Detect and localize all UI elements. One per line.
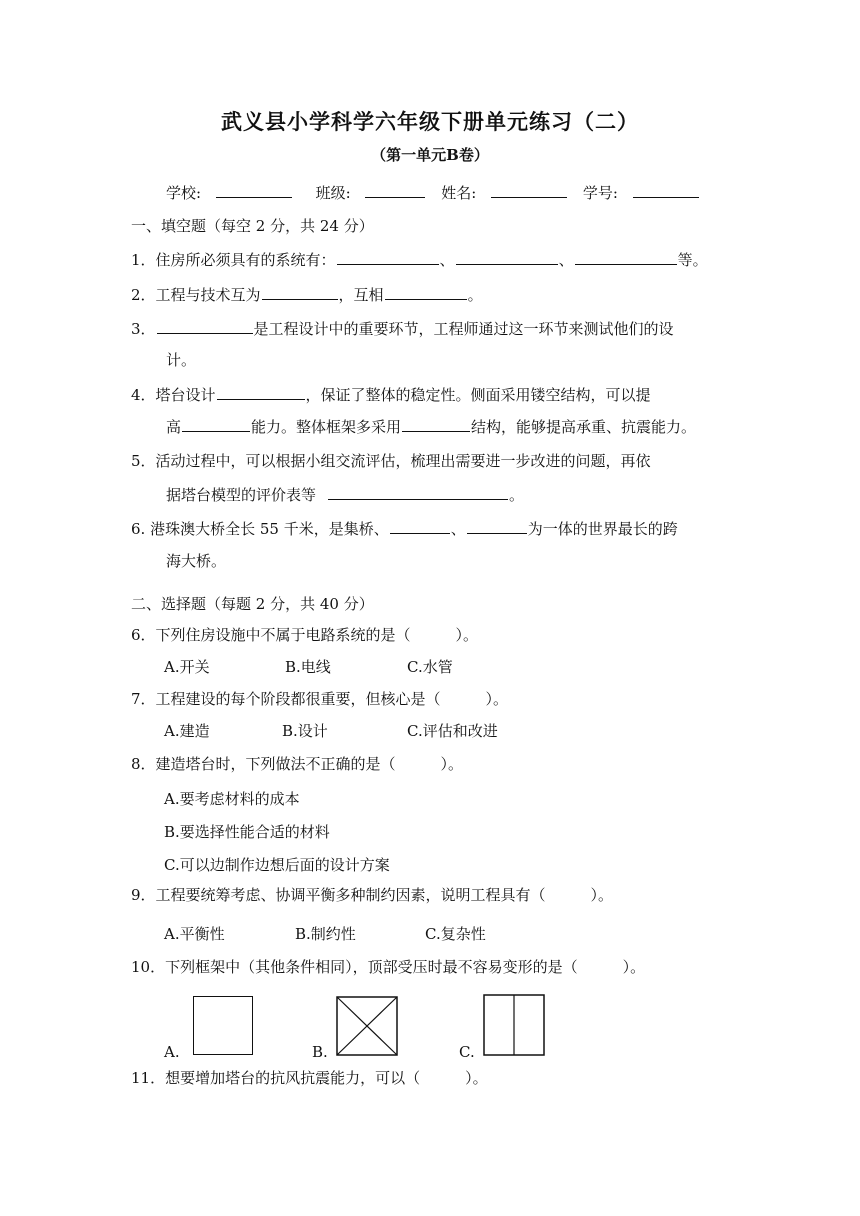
option-a[interactable]: A.开关 — [164, 658, 210, 676]
question-text: 6. 港珠澳大桥全长 55 千米，是集桥、 — [131, 520, 389, 538]
question-text: 为一体的世界最长的跨 — [527, 520, 678, 538]
answer-blank[interactable] — [182, 416, 250, 432]
student-info-row — [166, 182, 700, 203]
number-label: 学号: — [582, 184, 618, 202]
answer-blank[interactable] — [467, 518, 527, 534]
answer-blank[interactable] — [157, 318, 253, 334]
fill-question-4 — [131, 384, 651, 405]
question-text: ，互相 — [338, 286, 384, 304]
question-text: ，保证了整体的稳定性。侧面采用镂空结构，可以提 — [305, 386, 651, 404]
fill-question-6 — [131, 518, 678, 539]
option-c-label[interactable]: C. — [459, 1043, 475, 1061]
name-blank[interactable] — [491, 182, 567, 198]
separator: 、 — [558, 251, 574, 269]
number-blank[interactable] — [633, 182, 699, 198]
option-c[interactable]: C.复杂性 — [425, 925, 486, 943]
fill-question-4-cont — [166, 416, 696, 437]
option-a[interactable]: A.建造 — [164, 722, 210, 740]
question-end: 。 — [509, 486, 525, 504]
answer-blank[interactable] — [575, 249, 677, 265]
question-text: 是工程设计中的重要环节，工程师通过这一环节来测试他们的设 — [253, 320, 674, 338]
question-end: 。 — [467, 286, 483, 304]
option-a-label[interactable]: A. — [164, 1043, 180, 1061]
section2-heading: 二、选择题（每题 2 分，共 40 分） — [131, 595, 374, 613]
choice-question-6: 6．下列住房设施中不属于电路系统的是（ ）。 — [131, 626, 479, 644]
school-label: 学校: — [166, 184, 202, 202]
question-text: 能力。整体框架多采用 — [251, 418, 402, 436]
answer-blank[interactable] — [390, 518, 450, 534]
choice-question-8: 8．建造塔台时，下列做法不正确的是（ ）。 — [131, 755, 464, 773]
option-c[interactable]: C.评估和改进 — [407, 722, 498, 740]
option-a[interactable]: A.平衡性 — [164, 925, 225, 943]
question-end: 等。 — [677, 251, 708, 269]
fill-question-3-cont: 计。 — [166, 351, 197, 369]
school-blank[interactable] — [216, 182, 292, 198]
choice-question-9: 9．工程要统筹考虑、协调平衡多种制约因素，说明工程具有（ ）。 — [131, 886, 614, 904]
square-frame-figure — [193, 996, 253, 1055]
fill-question-3 — [131, 318, 674, 339]
choice-question-10: 10．下列框架中（其他条件相同），顶部受压时最不容易变形的是（ ）。 — [131, 958, 646, 976]
option-b[interactable]: B.制约性 — [295, 925, 356, 943]
option-b-label[interactable]: B. — [312, 1043, 328, 1061]
option-b[interactable]: B.设计 — [282, 722, 328, 740]
question-text: 4．塔台设计 — [131, 386, 216, 404]
choice-question-7: 7．工程建设的每个阶段都很重要，但核心是（ ）。 — [131, 690, 509, 708]
question-text: 据塔台模型的评价表等 — [166, 486, 317, 504]
fill-question-1 — [131, 249, 708, 270]
fill-question-2 — [131, 284, 483, 305]
page-subtitle: （第一单元B卷） — [371, 146, 489, 164]
option-b[interactable]: B.要选择性能合适的材料 — [164, 823, 330, 841]
vertical-divided-frame-figure — [483, 994, 545, 1056]
option-b[interactable]: B.电线 — [285, 658, 331, 676]
fill-question-5: 5．活动过程中，可以根据小组交流评估，梳理出需要进一步改进的问题，再依 — [131, 452, 651, 470]
question-text: 1．住房所必须具有的系统有： — [131, 251, 336, 269]
answer-blank[interactable] — [456, 249, 558, 265]
class-label: 班级: — [315, 184, 351, 202]
section1-heading: 一、填空题（每空 2 分，共 24 分） — [131, 217, 374, 235]
fill-question-6-cont: 海大桥。 — [166, 552, 227, 570]
separator: 、 — [439, 251, 455, 269]
option-c[interactable]: C.可以边制作边想后面的设计方案 — [164, 856, 390, 874]
class-blank[interactable] — [365, 182, 425, 198]
option-c[interactable]: C.水管 — [407, 658, 453, 676]
answer-blank[interactable] — [217, 384, 305, 400]
question-text: 3． — [131, 320, 156, 338]
separator: 、 — [450, 520, 466, 538]
question-text: 结构，能够提高承重、抗震能力。 — [471, 418, 697, 436]
answer-blank[interactable] — [337, 249, 439, 265]
question-text: 2．工程与技术互为 — [131, 286, 261, 304]
page-title: 武义县小学科学六年级下册单元练习（二） — [221, 109, 639, 134]
choice-question-11: 11．想要增加塔台的抗风抗震能力，可以（ ）。 — [131, 1069, 488, 1087]
name-label: 姓名: — [441, 184, 477, 202]
answer-blank[interactable] — [385, 284, 467, 300]
answer-blank[interactable] — [328, 484, 508, 500]
fill-question-5-cont — [166, 484, 524, 505]
cross-braced-frame-figure — [336, 996, 398, 1056]
answer-blank[interactable] — [402, 416, 470, 432]
question-text: 高 — [166, 418, 182, 436]
answer-blank[interactable] — [262, 284, 338, 300]
option-a[interactable]: A.要考虑材料的成本 — [164, 790, 300, 808]
